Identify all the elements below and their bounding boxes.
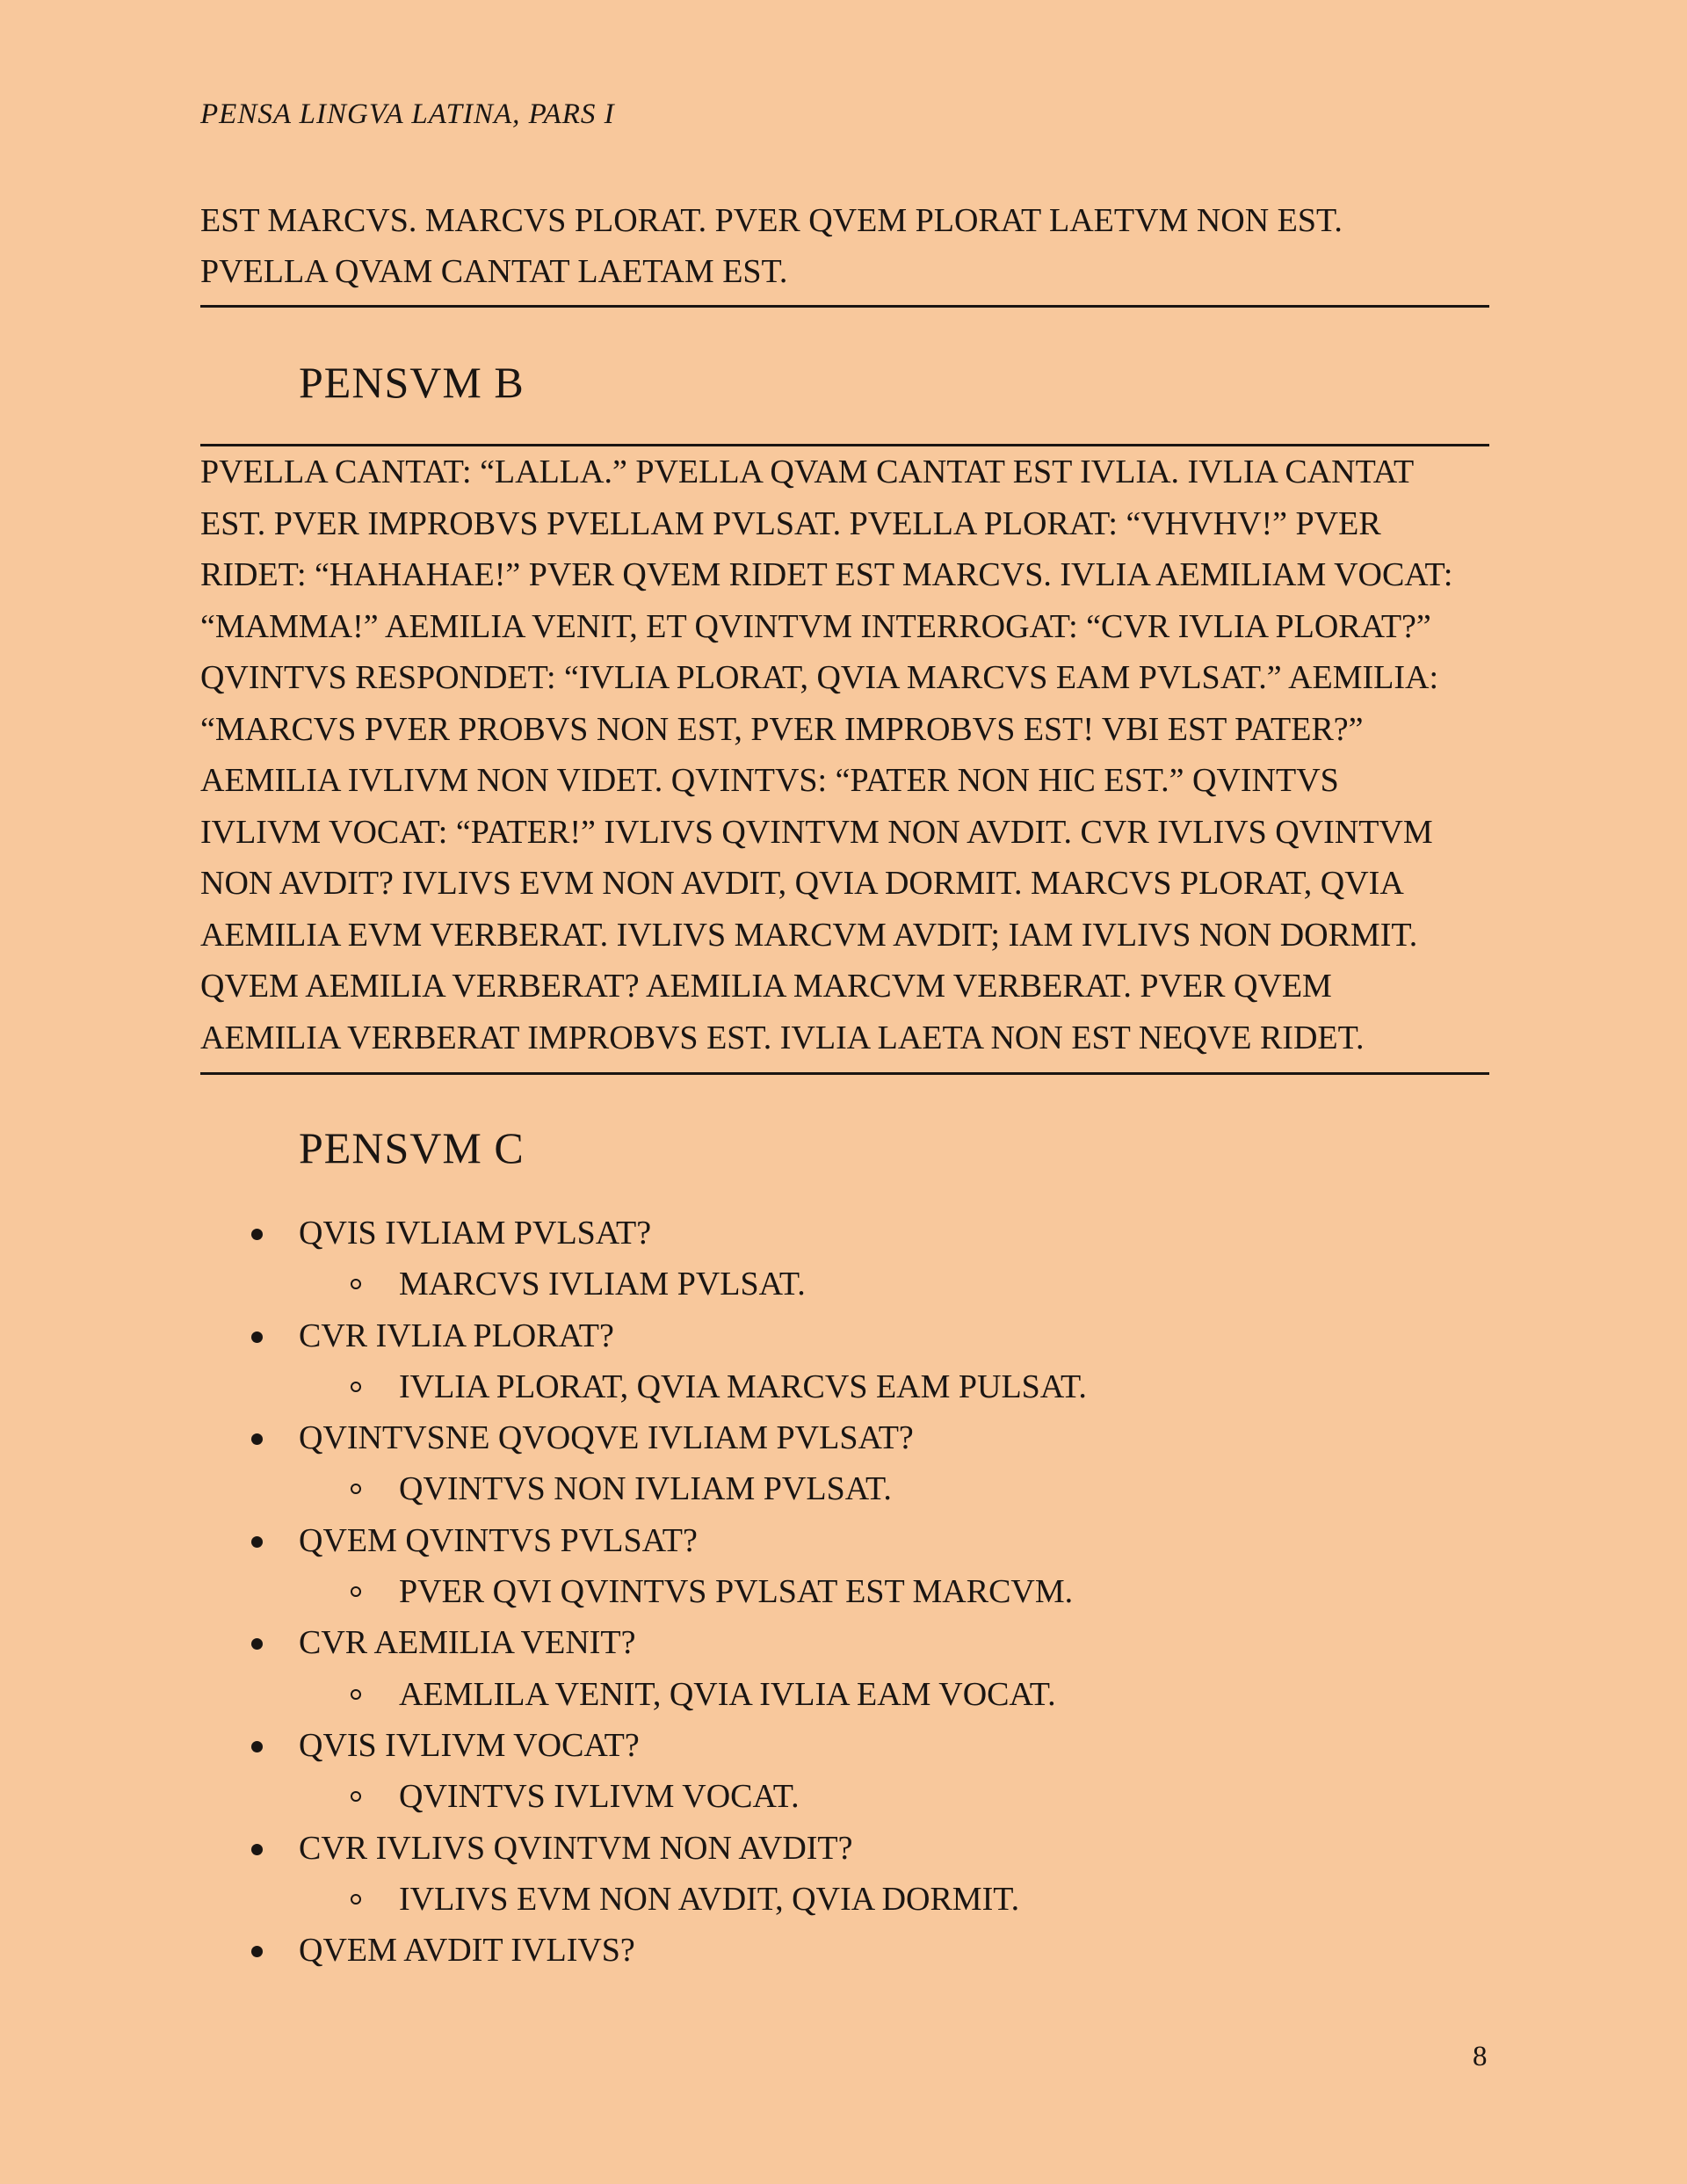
answer-text: MARCVS IVLIAM PVLSAT. [399, 1266, 806, 1303]
question-line [200, 1208, 1492, 1259]
hollow-bullet-icon [351, 1586, 361, 1597]
bullet-icon [251, 1331, 263, 1343]
paragraph-line: AEMILIA VERBERAT IMPROBVS EST. IVLIA LAETA NON EST NEQVE RIDET. [200, 1019, 1365, 1056]
answer-text: IVLIA PLORAT, QVIA MARCVS EAM PULSAT. [399, 1368, 1087, 1405]
list-item [200, 1617, 1492, 1720]
hollow-bullet-icon [351, 1894, 361, 1905]
answer-line [200, 1771, 1492, 1822]
bullet-icon [251, 1741, 263, 1752]
intro-paragraph [200, 195, 1492, 297]
bullet-icon [251, 1536, 263, 1548]
page-number: 8 [1473, 2041, 1488, 2072]
answer-line [200, 1874, 1492, 1925]
list-item [200, 1925, 1492, 1976]
answer-line [200, 1566, 1492, 1617]
bullet-icon [251, 1844, 263, 1855]
pensum-b-paragraph [200, 446, 1492, 1063]
bullet-icon [251, 1946, 263, 1957]
question-line [200, 1823, 1492, 1874]
question-text: QVINTVSNE QVOQVE IVLIAM PVLSAT? [299, 1419, 914, 1457]
question-line [200, 1720, 1492, 1771]
pensum-b-title: PENSVM B [299, 358, 525, 407]
question-line [200, 1310, 1492, 1361]
list-item [200, 1823, 1492, 1926]
answer-line [200, 1259, 1492, 1310]
question-line [200, 1515, 1492, 1566]
hollow-bullet-icon [351, 1689, 361, 1700]
bullet-icon [251, 1229, 263, 1240]
running-header: PENSA LINGVA LATINA, PARS I [200, 98, 615, 130]
answer-text: IVLIVS EVM NON AVDIT, QVIA DORMIT. [399, 1880, 1020, 1918]
paragraph-line: QVEM AEMILIA VERBERAT? AEMILIA MARCVM VERBERAT. PVER QVEM [200, 968, 1332, 1005]
paragraph-line: “MARCVS PVER PROBVS NON EST, PVER IMPROBVS EST! VBI EST PATER?” [200, 710, 1364, 748]
answer-line [200, 1463, 1492, 1514]
hollow-bullet-icon [351, 1791, 361, 1802]
paragraph-line: NON AVDIT? IVLIVS EVM NON AVDIT, QVIA DORMIT. MARCVS PLORAT, QVIA [200, 865, 1404, 902]
section-divider [200, 1072, 1489, 1075]
question-line [200, 1412, 1492, 1463]
answer-text: QVINTVS NON IVLIAM PVLSAT. [399, 1470, 892, 1508]
intro-line: EST MARCVS. MARCVS PLORAT. PVER QVEM PLORAT LAETVM NON EST. [200, 202, 1343, 239]
intro-line: PVELLA QVAM CANTAT LAETAM EST. [200, 253, 788, 290]
list-item [200, 1310, 1492, 1413]
question-text: QVIS IVLIAM PVLSAT? [299, 1215, 652, 1252]
bullet-icon [251, 1638, 263, 1650]
list-item [200, 1720, 1492, 1823]
list-item [200, 1208, 1492, 1310]
paragraph-line: QVINTVS RESPONDET: “IVLIA PLORAT, QVIA MARCVS EAM PVLSAT.” AEMILIA: [200, 659, 1439, 696]
bullet-icon [251, 1433, 263, 1445]
paragraph-line: IVLIVM VOCAT: “PATER!” IVLIVS QVINTVM NON AVDIT. CVR IVLIVS QVINTVM [200, 813, 1433, 851]
hollow-bullet-icon [351, 1279, 361, 1289]
answer-text: PVER QVI QVINTVS PVLSAT EST MARCVM. [399, 1573, 1074, 1611]
paragraph-line: PVELLA CANTAT: “LALLA.” PVELLA QVAM CANTAT EST IVLIA. IVLIA CANTAT [200, 453, 1415, 490]
question-text: QVEM AVDIT IVLIVS? [299, 1932, 635, 1970]
paragraph-line: EST. PVER IMPROBVS PVELLAM PVLSAT. PVELLA PLORAT: “VHVHV!” PVER [200, 504, 1381, 542]
question-text: CVR AEMILIA VENIT? [299, 1624, 636, 1662]
question-text: QVIS IVLIVM VOCAT? [299, 1726, 640, 1764]
section-divider [200, 305, 1489, 308]
paragraph-line: AEMILIA EVM VERBERAT. IVLIVS MARCVM AVDIT; IAM IVLIVS NON DORMIT. [200, 916, 1418, 954]
paragraph-line: “MAMMA!” AEMILIA VENIT, ET QVINTVM INTERROGAT: “CVR IVLIA PLORAT?” [200, 607, 1431, 645]
paragraph-line: RIDET: “HAHAHAE!” PVER QVEM RIDET EST MARCVS. IVLIA AEMILIAM VOCAT: [200, 556, 1453, 593]
question-line [200, 1925, 1492, 1976]
question-list [200, 1208, 1492, 1976]
question-text: CVR IVLIA PLORAT? [299, 1317, 614, 1354]
answer-text: QVINTVS IVLIVM VOCAT. [399, 1778, 800, 1816]
hollow-bullet-icon [351, 1382, 361, 1392]
list-item [200, 1412, 1492, 1515]
pensum-c-title: PENSVM C [299, 1123, 525, 1172]
answer-line [200, 1669, 1492, 1720]
answer-line [200, 1361, 1492, 1412]
list-item [200, 1515, 1492, 1618]
paragraph-line: AEMILIA IVLIVM NON VIDET. QVINTVS: “PATER NON HIC EST.” QVINTVS [200, 762, 1339, 799]
question-text: QVEM QVINTVS PVLSAT? [299, 1521, 698, 1559]
question-line [200, 1617, 1492, 1668]
hollow-bullet-icon [351, 1484, 361, 1494]
question-text: CVR IVLIVS QVINTVM NON AVDIT? [299, 1829, 853, 1867]
answer-text: AEMLILA VENIT, QVIA IVLIA EAM VOCAT. [399, 1675, 1056, 1713]
